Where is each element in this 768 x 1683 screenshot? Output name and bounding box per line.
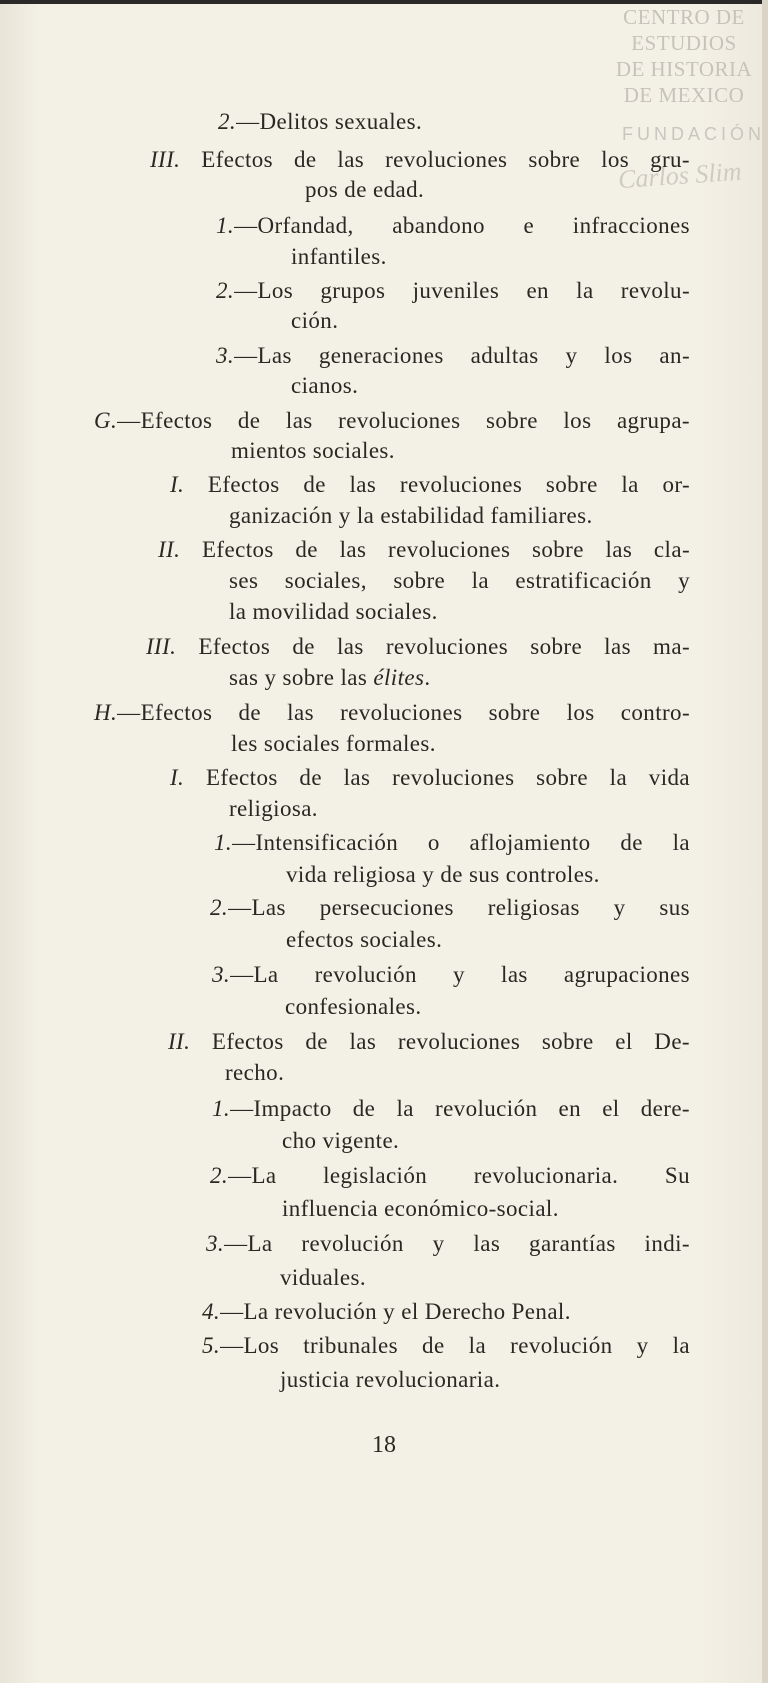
scan-right-edge — [762, 0, 768, 1683]
outline-item: I. Efectos de las revoluciones sobre la vida — [170, 765, 690, 790]
outline-item-continuation: ses sociales, sobre la estratificación y — [229, 568, 690, 593]
outline-item-continuation: mientos sociales. — [231, 438, 395, 463]
watermark-line: DE HISTORIA — [615, 57, 753, 81]
outline-item: G.—Efectos de las revoluciones sobre los agrupa- — [94, 408, 690, 433]
outline-item: III. Efectos de las revoluciones sobre las ma- — [146, 634, 691, 659]
outline-item: I. Efectos de las revoluciones sobre la or- — [170, 472, 690, 497]
outline-item-continuation: cho vigente. — [282, 1128, 400, 1153]
watermark-signature: Carlos Slim — [617, 156, 743, 195]
outline-item-continuation: vida religiosa y de sus controles. — [286, 862, 600, 887]
outline-item: 2.—La legislación revolucionaria. Su — [210, 1163, 690, 1188]
outline-item: II. Efectos de las revoluciones sobre el De- — [168, 1029, 690, 1054]
outline-item: 5.—Los tribunales de la revolución y la — [202, 1333, 690, 1358]
outline-item: 1.—Orfandad, abandono e infracciones — [216, 213, 690, 238]
outline-item: 2.—Las persecuciones religiosas y sus — [210, 895, 690, 920]
watermark-line: CENTRO DE — [623, 5, 745, 29]
outline-item-continuation: influencia económico-social. — [282, 1196, 559, 1221]
italic-word: élites — [373, 665, 425, 690]
watermark-line: ESTUDIOS — [631, 31, 737, 55]
outline-item-continuation: sas y sobre las élites. — [229, 665, 431, 690]
outline-item-continuation: ganización y la estabilidad familiares. — [229, 503, 593, 528]
watermark-foundation: FUNDACIÓN — [622, 124, 765, 144]
outline-item-continuation: la movilidad sociales. — [229, 599, 438, 624]
outline-item-continuation: pos de edad. — [305, 177, 425, 202]
outline-item-continuation: confesionales. — [285, 994, 422, 1019]
outline-item-continuation: efectos sociales. — [286, 927, 443, 952]
outline-item: 1.—Impacto de la revolución en el dere- — [212, 1096, 690, 1121]
outline-item: H.—Efectos de las revoluciones sobre los contro- — [94, 700, 690, 725]
outline-item: 4.—La revolución y el Derecho Penal. — [202, 1299, 571, 1324]
archive-watermark — [600, 4, 768, 108]
outline-item-continuation: les sociales formales. — [231, 731, 436, 756]
outline-item-continuation: ción. — [291, 308, 339, 333]
outline-item: 3.—La revolución y las garantías indi- — [206, 1231, 690, 1256]
outline-item-continuation: religiosa. — [229, 796, 318, 821]
outline-item: 1.—Intensificación o aflojamiento de la — [214, 830, 690, 855]
outline-item-continuation: cianos. — [291, 373, 359, 398]
outline-item: 3.—Las generaciones adultas y los an- — [216, 343, 690, 368]
outline-item: 2.—Delitos sexuales. — [218, 109, 423, 134]
outline-item: II. Efectos de las revoluciones sobre las cla- — [158, 537, 691, 562]
outline-item-continuation: viduales. — [280, 1265, 366, 1290]
page-number: 18 — [372, 1432, 396, 1458]
outline-item: III. Efectos de las revoluciones sobre los gru- — [150, 147, 690, 172]
outline-item: 3.—La revolución y las agrupaciones — [212, 962, 690, 987]
watermark-line: DE MEXICO — [623, 83, 745, 107]
outline-item-continuation: infantiles. — [291, 244, 387, 269]
outline-item: 2.—Los grupos juveniles en la revolu- — [216, 278, 690, 303]
outline-item-continuation: justicia revolucionaria. — [280, 1367, 501, 1392]
outline-item-continuation: recho. — [225, 1060, 285, 1085]
